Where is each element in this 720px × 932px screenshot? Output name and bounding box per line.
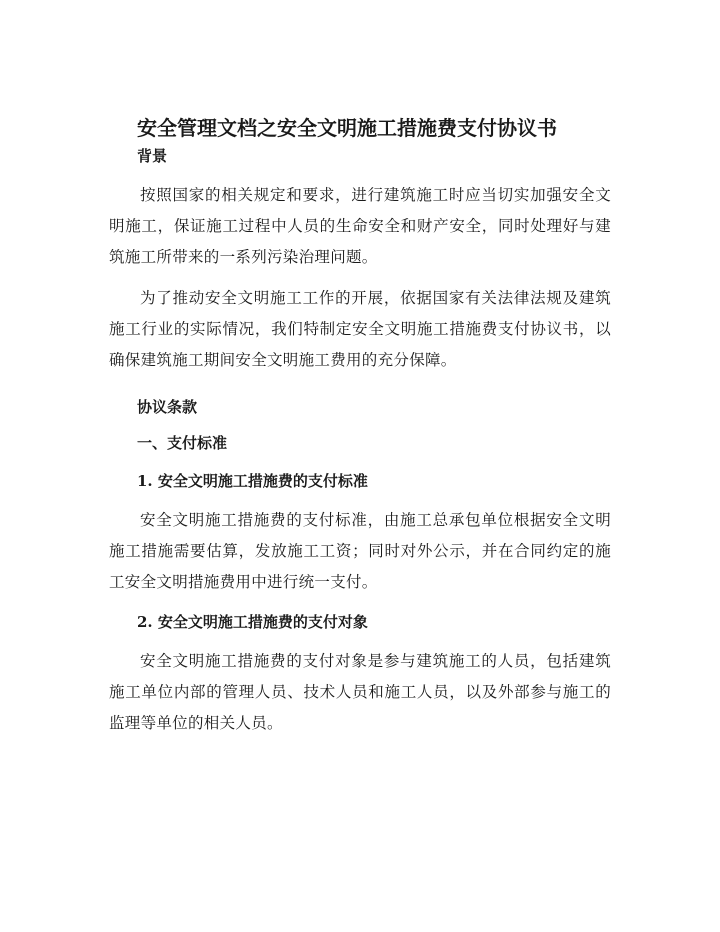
background-paragraph-2: 为了推动安全文明施工工作的开展，依据国家有关法律法规及建筑施工行业的实际情况，我们特制定安全文明施工措施费支付协议书，以确保建筑施工期间安全文明施工费用的充分保障。 [109,289,611,369]
section-1-heading: 一、支付标准 [137,434,228,452]
clauses-heading: 协议条款 [137,398,198,416]
document-title: 安全管理文档之安全文明施工措施费支付协议书 [137,116,557,140]
subsection-1-paragraph: 安全文明施工措施费的支付标准，由施工总承包单位根据安全文明施工措施需要估算，发放施工工资；同时对外公示，并在合同约定的施工安全文明措施费用中进行统一支付。 [109,511,611,591]
subsection-1-heading: 1. 安全文明施工措施费的支付标准 [137,472,368,490]
background-paragraph-1: 按照国家的相关规定和要求，进行建筑施工时应当切实加强安全文明施工，保证施工过程中人员的生命安全和财产安全，同时处理好与建筑施工所带来的一系列污染治理问题。 [109,186,611,266]
subsection-2-heading: 2. 安全文明施工措施费的支付对象 [137,613,368,631]
background-heading: 背景 [137,147,168,165]
subsection-2-paragraph: 安全文明施工措施费的支付对象是参与建筑施工的人员，包括建筑施工单位内部的管理人员、技术人员和施工人员，以及外部参与施工的监理等单位的相关人员。 [109,652,611,732]
